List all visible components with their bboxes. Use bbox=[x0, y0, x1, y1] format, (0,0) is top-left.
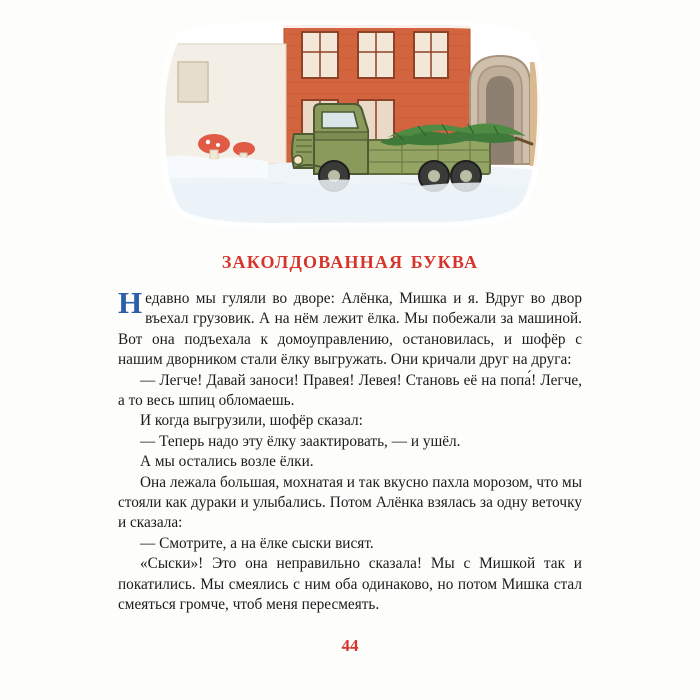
page-number: 44 bbox=[341, 636, 359, 655]
illustration-svg bbox=[118, 22, 582, 234]
illustration-scene bbox=[148, 22, 558, 234]
truck-with-fir-tree-illustration bbox=[118, 22, 582, 234]
paragraph-3: И когда выгрузили, шофёр сказал: bbox=[140, 412, 363, 430]
paragraph-5: А мы остались возле ёлки. bbox=[140, 453, 314, 471]
story-title: заколдованная буква bbox=[221, 247, 479, 274]
paragraph-4: — Теперь надо эту ёлку заактировать, — и ушёл. bbox=[140, 432, 461, 450]
paragraph-2: — Легче! Давай заноси! Правея! Левея! Становь её на попа́! Легче, а то весь шпиц обломаешь. bbox=[118, 371, 582, 410]
page-content bbox=[118, 22, 582, 678]
paragraph-6: Она лежала большая, мохнатая и так вкусно пахла морозом, что мы стояли как дураки и улыбались. Потом Алёнка взялась за одну веточку и сказала: bbox=[118, 473, 583, 532]
paragraph-text: едавно мы гуляли во дворе: Алёнка, Мишка и я. Вдруг во двор въехал грузовик. А на нём лежит ёлка. Мы побежали за машиной. Вот она подъехала к домоуправлению, остановилась, и шофёр с нашим дворником стали ёлку выгружать. Они кричали друг на друга: bbox=[118, 290, 582, 369]
paragraph-8: «Сыски»! Это она неправильно сказала! Мы с Мишкой так и покатились. Мы смеялись с ним оба одинаково, но потом Мишка стал смеяться громче, чтоб меня пересмеять. bbox=[118, 555, 582, 614]
story-body bbox=[118, 285, 583, 616]
paragraph-1 bbox=[118, 285, 582, 371]
paragraph-7: — Смотрите, а на ёлке сыски висят. bbox=[140, 534, 374, 552]
dropcap: Н bbox=[118, 285, 143, 320]
